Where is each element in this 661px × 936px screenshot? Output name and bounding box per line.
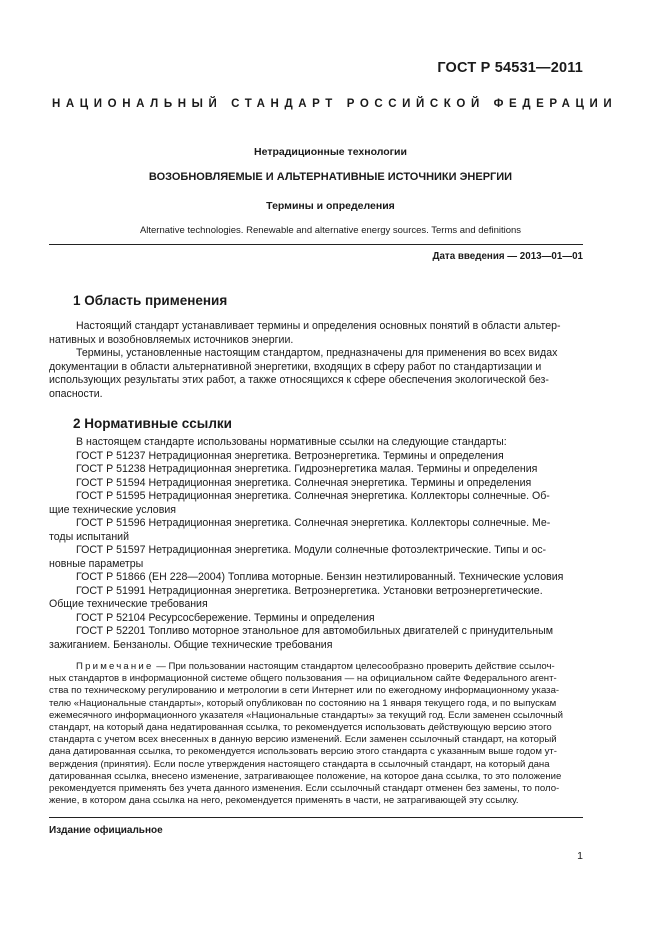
note-line: рекомендуется применять без учета данного изменения. Если ссылочный стандарт отменен без замены, то поло-: [49, 783, 560, 795]
official-edition-label: Издание официальное: [49, 825, 163, 836]
text-line: нативных и возобновляемых источников энергии.: [49, 333, 294, 346]
reference-line: ГОСТ Р 51991 Нетрадиционная энергетика. Ветроэнергетика. Установки ветроэнергетические.: [76, 584, 543, 597]
reference-line: ГОСТ Р 51866 (ЕН 228—2004) Топлива моторные. Бензин неэтилированный. Технические условия: [76, 571, 564, 583]
text-line: Термины, установленные настоящим стандартом, предназначены для применения во всех видах: [76, 347, 558, 359]
reference-line: Общие технические требования: [49, 598, 208, 610]
note-line: телю «Национальные стандарты», который опубликован по состоянию на 1 января текущего года, и по выпускам: [49, 697, 557, 709]
reference-line: ГОСТ Р 51238 Нетрадиционная энергетика. Гидроэнергетика малая. Термины и определения: [76, 463, 538, 475]
divider-top: [49, 244, 583, 245]
reference-line: ГОСТ Р 51237 Нетрадиционная энергетика. Ветроэнергетика. Термины и определения: [76, 449, 504, 462]
reference-line: ГОСТ Р 52104 Ресурсосбережение. Термины и определения: [76, 611, 375, 624]
text-line: опасности.: [49, 387, 103, 400]
reference-line: зажиганием. Бензанолы. Общие технические требования: [49, 638, 333, 651]
note-line: стандарта с учетом всех внесенных в данную версию изменений. Если заменен ссылочный стандарт, на который: [49, 734, 557, 746]
page-number: 1: [577, 850, 583, 862]
national-standard-heading: НАЦИОНАЛЬНЫЙ СТАНДАРТ РОССИЙСКОЙ ФЕДЕРАЦИИ: [52, 98, 618, 110]
text-line: В настоящем стандарте использованы нормативные ссылки на следующие стандарты:: [76, 436, 507, 448]
document-code: ГОСТ Р 54531—2011: [437, 60, 583, 76]
note-line: ежемесячного информационного указателя «Национальные стандарты» за текущий год. Если заменен ссылочный: [49, 709, 563, 721]
note-line: жение, в котором дана ссылка на него, рекомендуется применять в части, не затрагивающей эту ссылку.: [49, 795, 519, 807]
note-line: ства по техническому регулированию и метрологии в сети Интернет или по ежегодному информационному указа-: [49, 685, 560, 697]
introduction-date: Дата введения — 2013—01—01: [432, 251, 583, 262]
note-first-line: [49, 661, 583, 673]
note-line: стандарт, на который дана недатированная ссылка, то рекомендуется использовать действующую версию этого: [49, 722, 552, 734]
english-title: Alternative technologies. Renewable and alternative energy sources. Terms and definitions: [139, 225, 522, 236]
reference-line: новные параметры: [49, 557, 144, 570]
section-1-title: 1 Область применения: [73, 293, 228, 308]
note-line: датированная ссылка, внесено изменение, затрагивающее положение, на которое дана ссылка, то это положение: [49, 770, 562, 782]
section-1-body: [49, 320, 583, 401]
note-label: Примечание: [76, 661, 154, 672]
note-text: — При пользовании настоящим стандартом целесообразно проверить действие ссылоч-: [153, 661, 555, 672]
divider-bottom: [49, 817, 583, 818]
text-line: Настоящий стандарт устанавливает термины и определения основных понятий в области альтер-: [76, 320, 561, 332]
subtitle: Термины и определения: [266, 200, 395, 212]
text-line: документации в области альтернативной энергетики, входящих в сферу работ по стандартизации и: [49, 360, 542, 373]
section-2-body: [49, 436, 583, 652]
text-line: использующих результаты этих работ, а также относящихся к сфере обеспечения экологической без-: [49, 374, 549, 386]
section-2-title: 2 Нормативные ссылки: [73, 416, 232, 431]
reference-line: ГОСТ Р 52201 Топливо моторное этанольное для автомобильных двигателей с принудительным: [76, 625, 553, 637]
reference-line: щие технические условия: [49, 503, 176, 516]
subject-title: Нетрадиционные технологии: [254, 146, 407, 158]
reference-line: ГОСТ Р 51595 Нетрадиционная энергетика. Солнечная энергетика. Коллекторы солнечные. Об-: [76, 490, 550, 502]
reference-line: тоды испытаний: [49, 530, 130, 543]
note-line: дана датированная ссылка, то рекомендуется использовать версию этого стандарта с указанным выше годом ут-: [49, 746, 558, 758]
note-line: ных стандартов в информационной системе общего пользования — на официальном сайте Федерального агент-: [49, 673, 557, 685]
reference-line: ГОСТ Р 51594 Нетрадиционная энергетика. Солнечная энергетика. Термины и определения: [76, 476, 532, 489]
reference-line: ГОСТ Р 51597 Нетрадиционная энергетика. Модули солнечные фотоэлектрические. Типы и ос-: [76, 544, 547, 556]
main-title: ВОЗОБНОВЛЯЕМЫЕ И АЛЬТЕРНАТИВНЫЕ ИСТОЧНИКИ ЭНЕРГИИ: [148, 171, 513, 183]
reference-line: ГОСТ Р 51596 Нетрадиционная энергетика. Солнечная энергетика. Коллекторы солнечные. Ме-: [76, 517, 551, 529]
note-line: верждения (принятия). Если после утверждения настоящего стандарта в ссылочный стандарт, на который дана: [49, 758, 550, 770]
note-block: [49, 661, 583, 807]
